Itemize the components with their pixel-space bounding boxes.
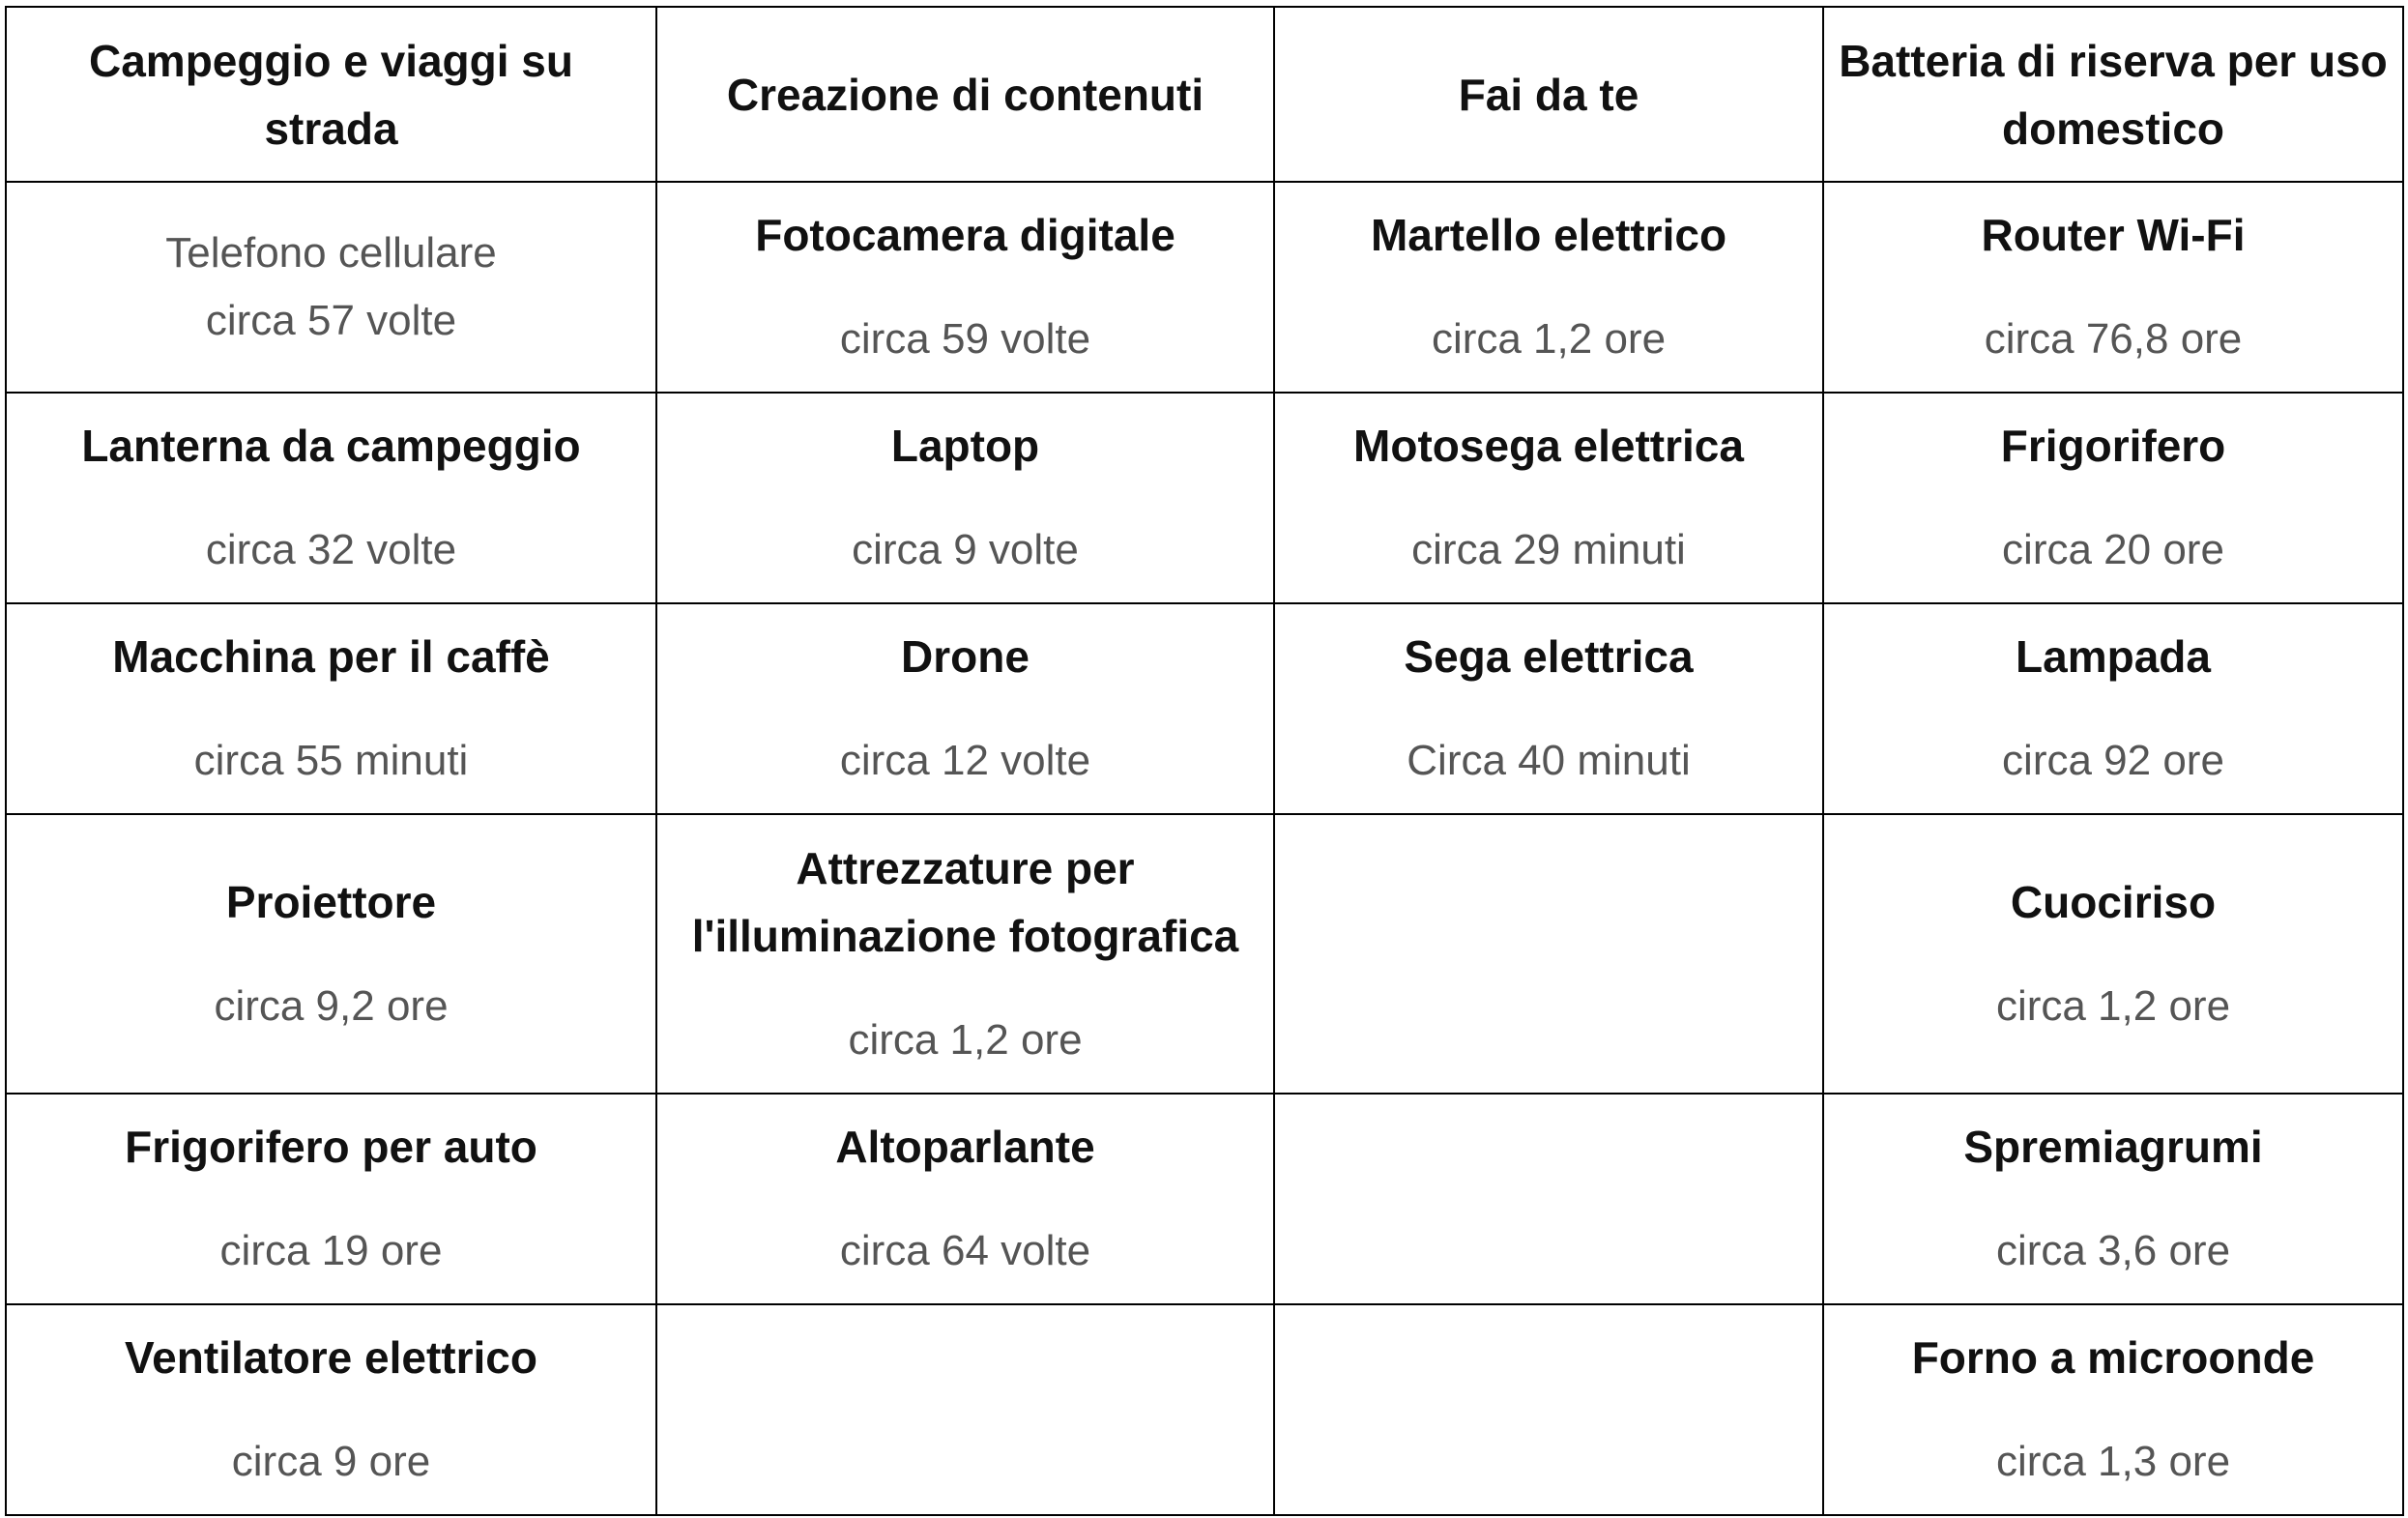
cell-device: Lampada xyxy=(2016,631,2211,682)
cell-device: Router Wi-Fi xyxy=(1981,210,2246,260)
table-cell xyxy=(1823,1094,2403,1304)
table-cell xyxy=(656,182,1274,393)
cell-value: circa 64 volte xyxy=(839,1227,1091,1274)
cell-value: circa 12 volte xyxy=(839,737,1091,784)
cell-device: Frigorifero xyxy=(2000,421,2226,471)
cell-value: Circa 40 minuti xyxy=(1407,737,1691,784)
cell-value: circa 9 volte xyxy=(852,526,1079,573)
header-content-creation: Creazione di contenuti xyxy=(656,7,1274,182)
cell-device: Cuociriso xyxy=(2010,876,2217,927)
cell-value: circa 92 ore xyxy=(2002,737,2224,784)
cell-device: Ventilatore elettrico xyxy=(125,1332,537,1383)
cell-value: circa 59 volte xyxy=(839,315,1091,363)
table-row xyxy=(6,603,2403,814)
cell-device: Macchina per il caffè xyxy=(112,631,550,682)
cell-device: Attrezzature per l'illuminazione fotografica xyxy=(691,842,1239,961)
cell-value: circa 29 minuti xyxy=(1411,526,1686,573)
cell-device: Proiettore xyxy=(225,876,437,927)
cell-device: Motosega elettrica xyxy=(1353,421,1744,471)
table-row xyxy=(6,814,2403,1094)
table-cell xyxy=(1823,182,2403,393)
table-cell xyxy=(1274,393,1823,603)
table-row xyxy=(6,182,2403,393)
cell-value: circa 1,2 ore xyxy=(848,1015,1083,1064)
empty-cell xyxy=(1274,1304,1823,1515)
cell-value: circa 9,2 ore xyxy=(214,981,449,1030)
table-cell xyxy=(6,1304,656,1515)
cell-device: Lanterna da campeggio xyxy=(81,421,581,471)
cell-value: circa 1,2 ore xyxy=(1995,981,2231,1030)
cell-value: circa 9 ore xyxy=(231,1438,431,1485)
device-runtime-table xyxy=(5,6,2404,1516)
cell-device: Fotocamera digitale xyxy=(755,210,1175,260)
cell-device: Spremiagrumi xyxy=(1963,1122,2263,1172)
table-cell xyxy=(1823,393,2403,603)
cell-value: circa 1,3 ore xyxy=(1995,1438,2231,1485)
header-camping: Campeggio e viaggi su strada xyxy=(6,7,656,182)
cell-value: circa 55 minuti xyxy=(193,737,469,784)
cell-device-plain: Telefono cellulare xyxy=(165,229,497,277)
empty-cell xyxy=(1274,1094,1823,1304)
cell-value: circa 20 ore xyxy=(2002,526,2224,573)
cell-device: Frigorifero per auto xyxy=(125,1122,537,1172)
table-cell xyxy=(6,393,656,603)
table-row xyxy=(6,1304,2403,1515)
header-home-backup: Batteria di riserva per uso domestico xyxy=(1823,7,2403,182)
cell-device: Martello elettrico xyxy=(1370,210,1727,260)
cell-value: circa 76,8 ore xyxy=(1984,315,2243,363)
table-row xyxy=(6,1094,2403,1304)
table-cell xyxy=(1823,814,2403,1094)
table-cell xyxy=(656,814,1274,1094)
table-cell xyxy=(656,603,1274,814)
table-cell xyxy=(1274,603,1823,814)
table-cell xyxy=(656,1094,1274,1304)
header-diy: Fai da te xyxy=(1274,7,1823,182)
cell-device: Laptop xyxy=(890,421,1040,471)
cell-value: circa 19 ore xyxy=(219,1227,443,1274)
cell-device: Altoparlante xyxy=(835,1122,1095,1172)
empty-cell xyxy=(656,1304,1274,1515)
cell-value: circa 3,6 ore xyxy=(1995,1227,2231,1274)
table-cell xyxy=(656,393,1274,603)
cell-device: Forno a microonde xyxy=(1911,1332,2315,1383)
cell-value: circa 32 volte xyxy=(205,526,457,573)
table-cell xyxy=(6,182,656,393)
table-cell xyxy=(6,814,656,1094)
table-cell xyxy=(1823,1304,2403,1515)
empty-cell xyxy=(1274,814,1823,1094)
cell-value-plain: circa 57 volte xyxy=(205,297,457,344)
cell-device: Drone xyxy=(901,631,1030,682)
header-row xyxy=(6,7,2403,182)
table-cell xyxy=(1274,182,1823,393)
cell-value: circa 1,2 ore xyxy=(1431,315,1667,363)
table-cell xyxy=(6,1094,656,1304)
table-cell xyxy=(1823,603,2403,814)
cell-device: Sega elettrica xyxy=(1404,631,1694,682)
table-cell xyxy=(6,603,656,814)
table-row xyxy=(6,393,2403,603)
